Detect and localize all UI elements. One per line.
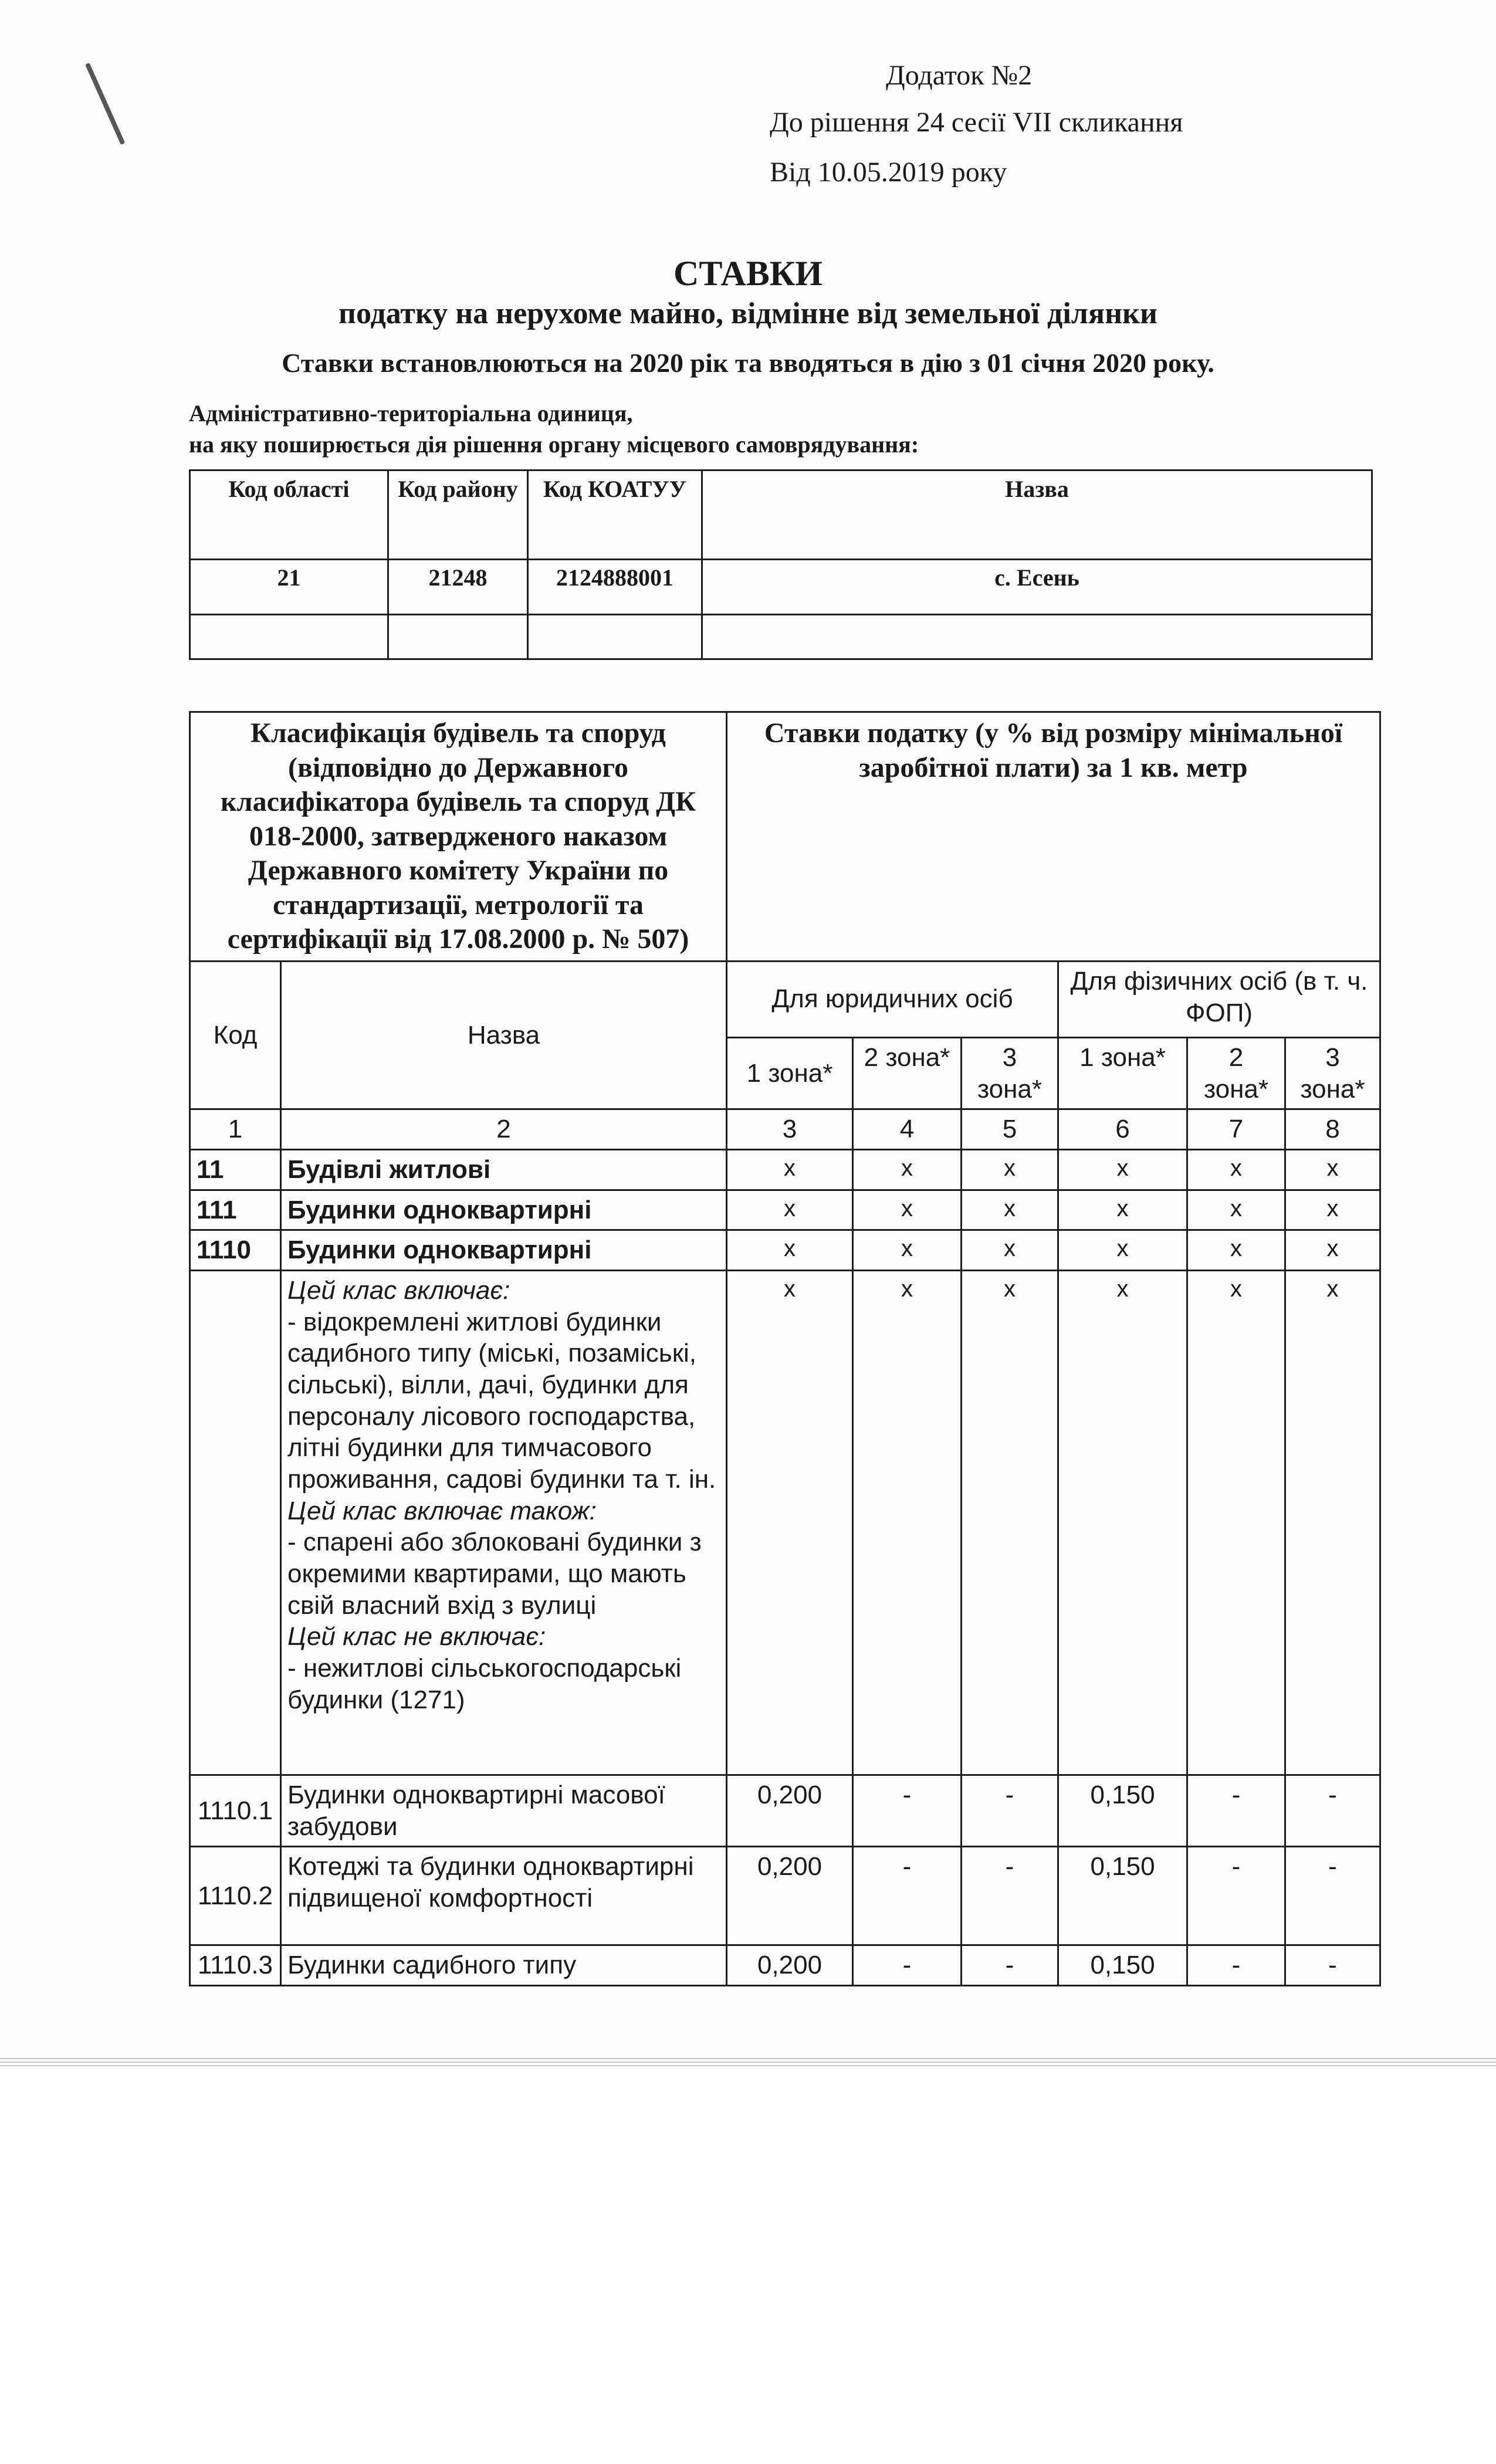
rate-cell: х [727, 1270, 853, 1775]
rate-cell: х [1285, 1270, 1380, 1775]
page-edge [0, 2058, 1496, 2059]
rate-cell: х [853, 1270, 962, 1775]
includes-text: - відокремлені житлові будинки садибного типу (міські, позаміські, сільські), вілли, дачі, будинки для персоналу лісового господарства, літні будинки для тимчасового проживання, садові будинки та т. ін. [287, 1307, 716, 1494]
table-row [190, 560, 1372, 615]
rate-cell: 0,200 [727, 1775, 853, 1846]
admin-unit-table [189, 469, 1373, 660]
header-district-code: Код району [388, 471, 528, 560]
row-code: 1110.1 [190, 1775, 281, 1846]
rate-cell: 0,150 [1058, 1775, 1187, 1846]
row-name: Будівлі житлові [281, 1149, 727, 1190]
excludes-text: - нежитлові сільськогосподарські будинки (1271) [287, 1653, 682, 1714]
rate-cell: - [1187, 1945, 1285, 1986]
row-code: 1110.3 [190, 1945, 281, 1986]
rate-cell: х [1285, 1230, 1380, 1271]
also-includes-text: - спарені або зблоковані будинки з окремими квартирами, що мають свій власний вхід з вулиці [287, 1528, 702, 1620]
table-header-row [190, 471, 1372, 560]
rate-cell: х [727, 1190, 853, 1230]
settlement-name: с. Есень [702, 560, 1372, 615]
row-name: Будинки одноквартирні [281, 1230, 727, 1271]
rate-cell: 0,150 [1058, 1847, 1187, 1945]
rate-cell: х [853, 1149, 962, 1190]
admin-unit-label: на яку поширюється дія рішення органу місцевого самоврядування: [189, 431, 919, 458]
rate-cell: х [1058, 1190, 1187, 1230]
rate-cell: - [853, 1945, 962, 1986]
row-name: Будинки одноквартирні масової забудови [281, 1775, 727, 1846]
rate-cell: - [1285, 1775, 1380, 1846]
row-code: 111 [190, 1190, 281, 1230]
rate-cell: х [727, 1230, 853, 1271]
koatuu-code: 2124888001 [528, 560, 702, 615]
rate-cell: х [853, 1230, 962, 1271]
legal-persons-header: Для юридичних осіб [727, 961, 1058, 1037]
rate-cell: х [727, 1149, 853, 1190]
district-code: 21248 [388, 560, 528, 615]
includes-label: Цей клас включає: [287, 1275, 510, 1305]
rate-cell: х [1285, 1190, 1380, 1230]
zone-header: 1 зона* [727, 1037, 853, 1109]
individuals-header: Для фізичних осіб (в т. ч. ФОП) [1058, 961, 1380, 1037]
rate-cell: - [1285, 1847, 1380, 1945]
page-edge [0, 2065, 1496, 2066]
rate-cell: - [962, 1945, 1058, 1986]
excludes-label: Цей клас не включає: [287, 1622, 546, 1651]
zone-header: 2 зона* [1187, 1037, 1285, 1109]
rate-cell: х [853, 1190, 962, 1230]
row-code: 11 [190, 1149, 281, 1190]
rate-cell: - [1285, 1945, 1380, 1986]
header-name: Назва [702, 471, 1372, 560]
class-description [281, 1270, 727, 1775]
table-row [190, 1190, 1380, 1230]
rate-cell: х [1187, 1270, 1285, 1775]
rate-cell: х [1058, 1270, 1187, 1775]
column-number: 6 [1058, 1109, 1187, 1150]
column-number: 8 [1285, 1109, 1380, 1150]
rates-header: Ставки податку (у % від розміру мінімальної заробітної плати) за 1 кв. метр [727, 712, 1380, 962]
header-region-code: Код області [190, 471, 388, 560]
also-includes-label: Цей клас включає також: [287, 1496, 597, 1525]
zone-header: 2 зона* [853, 1037, 962, 1109]
column-number: 4 [853, 1109, 962, 1150]
column-numbers-row [190, 1109, 1380, 1150]
document-title: СТАВКИ [673, 254, 823, 293]
admin-unit-label: Адміністративно-територіальна одиниця, [189, 400, 633, 427]
rate-cell: х [962, 1149, 1058, 1190]
rate-cell: х [962, 1230, 1058, 1271]
effective-date-note: Ставки встановлюються на 2020 рік та вводяться в дію з 01 січня 2020 року. [282, 348, 1214, 378]
rate-cell: - [1187, 1847, 1285, 1945]
table-row [190, 1230, 1380, 1271]
rate-cell: х [1187, 1230, 1285, 1271]
table-header-row [190, 712, 1380, 962]
table-row [190, 1775, 1380, 1846]
rate-cell: - [962, 1775, 1058, 1846]
column-number: 3 [727, 1109, 853, 1150]
rate-cell: - [962, 1847, 1058, 1945]
decision-date: Від 10.05.2019 року [770, 157, 1007, 188]
row-name: Будинки одноквартирні [281, 1190, 727, 1230]
table-row [190, 1945, 1380, 1986]
decision-reference: До рішення 24 сесії VII скликання [770, 107, 1183, 138]
rate-cell: х [1058, 1149, 1187, 1190]
rate-cell: - [853, 1847, 962, 1945]
appendix-number: Додаток №2 [886, 60, 1033, 91]
zone-header: 3 зона* [1285, 1037, 1380, 1109]
name-column-header: Назва [281, 961, 727, 1109]
table-header-row [190, 961, 1380, 1037]
rate-cell: х [1187, 1149, 1285, 1190]
code-column-header: Код [190, 961, 281, 1109]
row-code: 1110 [190, 1230, 281, 1271]
rate-cell: х [1187, 1190, 1285, 1230]
empty-row [190, 615, 1372, 659]
classification-header: Класифікація будівель та споруд (відповідно до Державного класифікатора будівель та споруд ДК 018-2000, затвердженого наказом Державного комітету України по стандартизації, метрології та сертифікації від 17.08.2000 р. № 507) [190, 712, 727, 962]
region-code: 21 [190, 560, 388, 615]
header-koatuu-code: Код КОАТУУ [528, 471, 702, 560]
column-number: 2 [281, 1109, 727, 1150]
zone-header: 1 зона* [1058, 1037, 1187, 1109]
row-code: 1110.2 [190, 1847, 281, 1945]
rate-cell: - [853, 1775, 962, 1846]
column-number: 7 [1187, 1109, 1285, 1150]
rate-cell: х [962, 1270, 1058, 1775]
table-row [190, 1847, 1380, 1945]
rate-cell: х [1285, 1149, 1380, 1190]
tax-rates-table [189, 711, 1381, 1986]
row-name: Будинки садибного типу [281, 1945, 727, 1986]
document-subtitle: податку на нерухоме майно, відмінне від земельної ділянки [339, 297, 1157, 330]
rate-cell: х [962, 1190, 1058, 1230]
column-number: 5 [962, 1109, 1058, 1150]
table-row [190, 1149, 1380, 1190]
column-number: 1 [190, 1109, 281, 1150]
rate-cell: х [1058, 1230, 1187, 1271]
rate-cell: - [1187, 1775, 1285, 1846]
rate-cell: 0,200 [727, 1945, 853, 1986]
rate-cell: 0,200 [727, 1847, 853, 1945]
class-description-row [190, 1270, 1380, 1775]
zone-header: 3 зона* [962, 1037, 1058, 1109]
page-edge [0, 2062, 1496, 2063]
rate-cell: 0,150 [1058, 1945, 1187, 1986]
row-name: Котеджі та будинки одноквартирні підвищеної комфортності [281, 1847, 727, 1945]
